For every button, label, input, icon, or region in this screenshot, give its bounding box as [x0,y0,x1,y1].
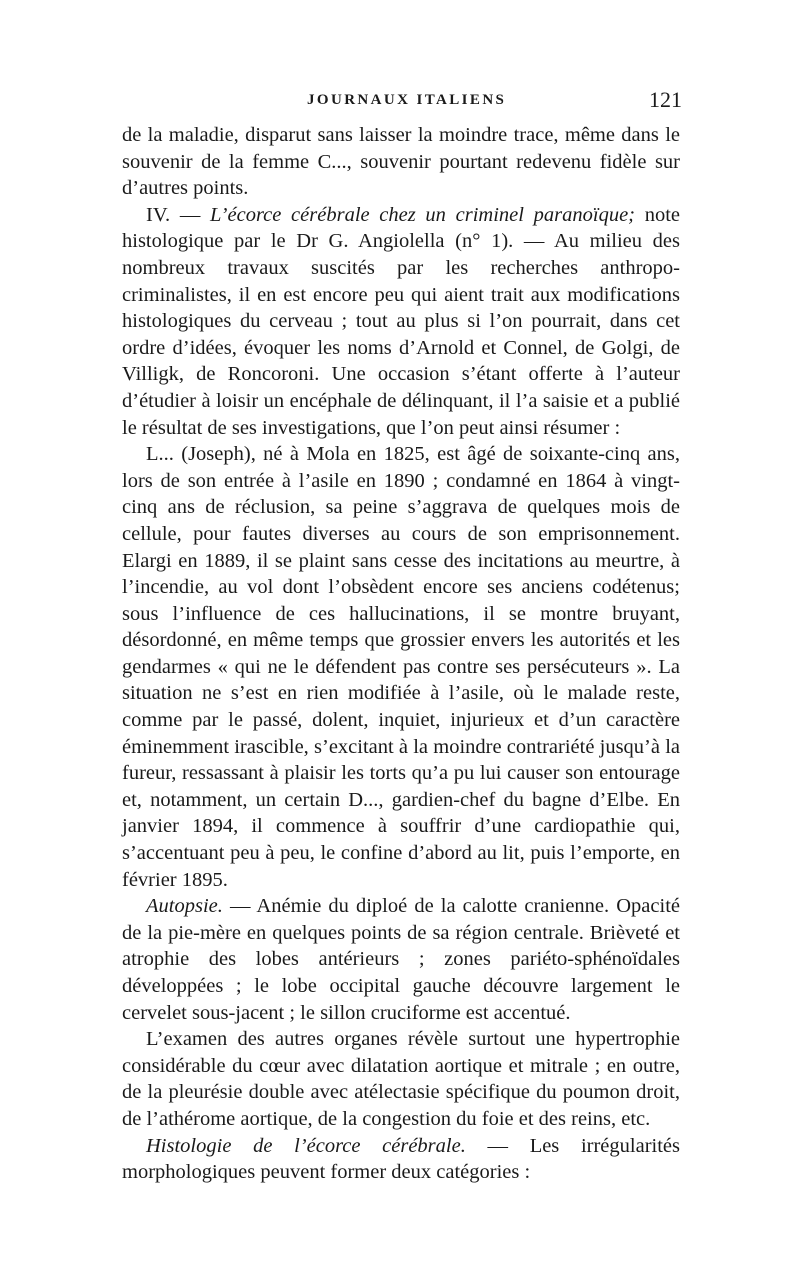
running-title: JOURNAUX ITALIENS [307,92,507,108]
histologie-heading: Histologie de l’écorce cérébrale. [146,1134,466,1157]
paragraph-4-text: — Anémie du diploé de la calotte cranienne. Opacité de la pie-mère en quelques points de sa région centrale. Brièveté et atrophie des lobes antérieurs ; zones pariéto-sphénoïdales développées ; le lobe occipital gauche découvre largement le cervelet sous-jacent ; le sillon cruciforme est accentué. [122,895,680,1024]
page-body [122,122,680,1186]
paragraph-6-text: — Les irrégularités morphologiques peuvent former deux catégories : [122,1134,680,1184]
paragraph-2 [122,202,680,441]
paragraph-5-text: L’examen des autres organes révèle surtout une hypertrophie considérable du cœur avec dilatation aortique et mitrale ; en outre, de la pleurésie double avec atélectasie spécifique du poumon droit, de l’athérome aortique, de la congestion du foie et des reins, etc. [122,1028,680,1130]
paragraph-2-text: note histologique par le Dr G. Angiolella (n° 1). — Au milieu des nombreux travaux suscités par les recherches anthropo-criminalistes, il en est encore peu qui aient trait aux modifications histologiques du cerveau ; tout au plus si l’on pourrait, dans cet ordre d’idées, évoquer les noms d’Arnold et Connel, de Golgi, de Villigk, de Roncoroni. Une occasion s’étant offerte à l’auteur d’étudier à loisir un encéphale de délinquant, il l’a saisie et a publié le résultat de ses investigations, que l’on peut ainsi résumer : [122,203,681,439]
paragraph-1-text: de la maladie, disparut sans laisser la moindre trace, même dans le souvenir de la femme C..., souvenir pourtant redevenu fidèle sur d’autres points. [122,124,680,200]
page-header [122,87,682,116]
paragraph-1 [122,122,680,202]
paragraph-3-text: L... (Joseph), né à Mola en 1825, est âgé de soixante-cinq ans, lors de son entrée à l’asile en 1890 ; condamné en 1864 à vingt-cinq ans de réclusion, sa peine s’aggrava de quelques mois de cellule, pour fautes diverses au cours de son emprisonnement. Elargi en 1889, il se plaint sans cesse des incitations au meurtre, à l’incendie, au vol dont l’obsèdent encore ses anciens codétenus; sous l’influence de ces hallucinations, il se montre bruyant, désordonné, en même temps que grossier envers les autorités et les gendarmes « qui ne le défendent pas contre ses persécuteurs ». La situation ne s’est en rien modifiée à l’asile, où le malade reste, comme par le passé, dolent, inquiet, injurieux et d’un caractère éminemment irascible, s’excitant à la moindre contrariété jusqu’à la fureur, ressassant à plaisir les torts qu’a pu lui causer son entourage et, notamment, un certain D..., gardien-chef du bagne d’Elbe. En janvier 1894, il commence à souffrir d’une cardiopathie qui, s’accentuant peu à peu, le confine d’abord au lit, puis l’emporte, en février 1895. [122,443,680,891]
paragraph-3 [122,441,680,893]
autopsie-heading: Autopsie. [146,895,223,918]
paragraph-5 [122,1026,680,1132]
page-number: 121 [649,87,682,112]
paragraph-6 [122,1133,680,1186]
paragraph-4 [122,893,680,1026]
section-number: IV. — [146,203,211,226]
article-title: L’écorce cérébrale chez un criminel paranoïque; [210,203,636,226]
